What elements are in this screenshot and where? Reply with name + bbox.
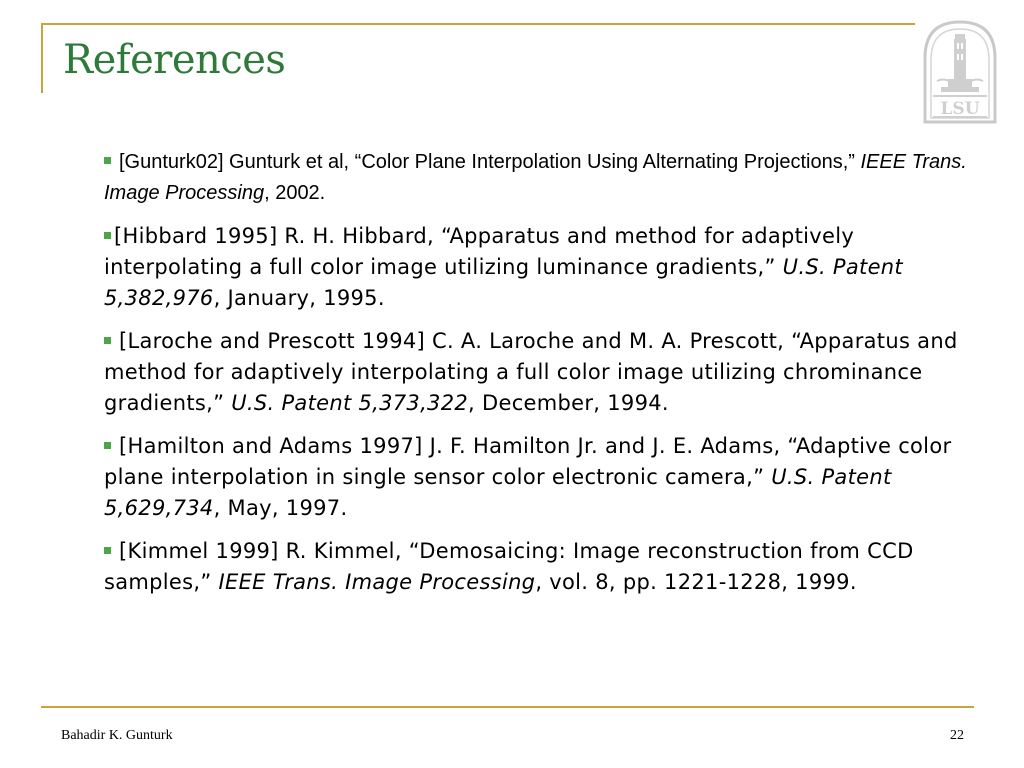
footer-author: Bahadir K. Gunturk [61,728,173,743]
reference-list [104,147,984,610]
reference-tail: , vol. 8, pp. 1221-1228, 1999. [535,570,857,594]
reference-tail: , 2002. [264,182,326,204]
reference-venue: IEEE Trans. Image Processing [218,570,536,594]
reference-text: [Gunturk02] Gunturk et al, “Color Plane Interpolation Using Alternating Projections,” [119,151,861,173]
reference-text: [Kimmel 1999] R. Kimmel, “Demosaicing: Image reconstruction from CCD samples,” [104,539,914,594]
reference-item [104,431,984,524]
bottom-rule [41,706,974,708]
reference-venue: U.S. Patent 5,382,976 [104,255,903,310]
reference-text: [Hibbard 1995] R. H. Hibbard, “Apparatus and method for adaptively interpolating a full color image utilizing luminance gradients,” [104,224,855,279]
reference-tail: , December, 1994. [468,391,669,415]
bullet-icon [104,547,111,554]
reference-text: [Hamilton and Adams 1997] J. F. Hamilton Jr. and J. E. Adams, “Adaptive color plane interpolation in single sensor color electronic camera,” [104,434,952,489]
reference-venue: U.S. Patent 5,373,322 [231,391,469,415]
reference-item [104,221,984,314]
slide-title: References [63,37,286,83]
bullet-icon [104,442,111,449]
top-rule [41,23,915,25]
reference-tail: , January, 1995. [213,286,385,310]
reference-venue: U.S. Patent 5,629,734 [104,465,892,520]
reference-tail: , May, 1997. [213,496,348,520]
reference-text: [Laroche and Prescott 1994] C. A. Laroche and M. A. Prescott, “Apparatus and method for adaptively interpolating a full color image utilizing chrominance gradients,” [104,329,958,415]
logo-text: LSU [940,99,980,119]
left-rule [41,23,43,93]
reference-venue: IEEE Trans. Image Processing [104,151,967,204]
lsu-logo-icon [921,18,999,124]
page-number: 22 [950,728,964,743]
bullet-icon [104,157,111,164]
reference-item [104,326,984,419]
reference-item [104,147,984,209]
reference-item [104,536,984,598]
bullet-icon [104,232,111,239]
bullet-icon [104,337,111,344]
